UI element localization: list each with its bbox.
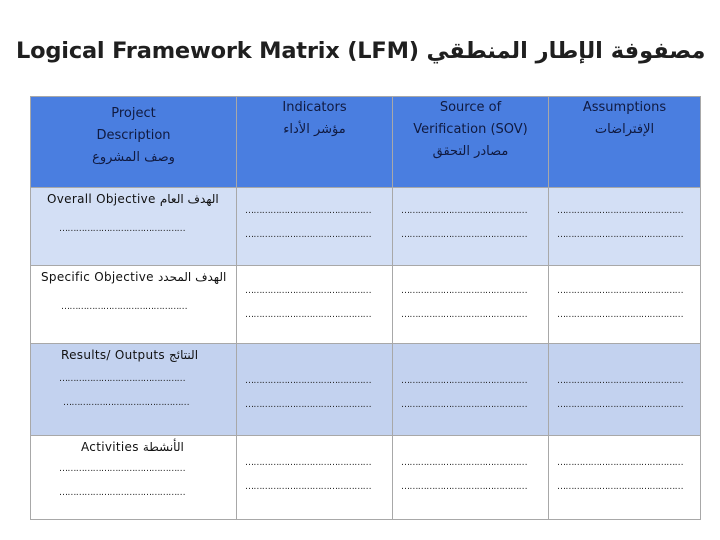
sov-cell [393, 188, 549, 266]
dotted-line: ……………………………………… [245, 376, 372, 386]
dotted-line: ……………………………………… [63, 398, 190, 408]
indicator-cell [237, 436, 393, 520]
header-line: مصادر التحقق [432, 144, 509, 159]
header-line: Verification (SOV) [413, 122, 528, 137]
assumption-cell [549, 188, 701, 266]
sov-cell [393, 436, 549, 520]
assumption-cell [549, 436, 701, 520]
dotted-line: ……………………………………… [557, 206, 684, 216]
dotted-line: ……………………………………… [245, 458, 372, 468]
header-row [31, 97, 701, 188]
assumption-cell [549, 344, 701, 436]
desc-cell [31, 436, 237, 520]
dotted-line: ……………………………………… [245, 310, 372, 320]
row-label: Activities الأنشطة [81, 440, 184, 454]
dotted-line: ……………………………………… [401, 482, 528, 492]
header-line: وصف المشروع [92, 150, 175, 165]
dotted-line: ……………………………………… [61, 302, 188, 312]
dotted-line: ……………………………………… [557, 482, 684, 492]
slide-title [16, 38, 716, 64]
sov-cell [393, 266, 549, 344]
header-line: مؤشر الأداء [283, 122, 346, 137]
table-row-results-outputs [31, 344, 701, 436]
table-row-specific-objective [31, 266, 701, 344]
dotted-line: ……………………………………… [557, 458, 684, 468]
header-line: Indicators [282, 100, 347, 115]
desc-cell [31, 344, 237, 436]
dotted-line: ……………………………………… [59, 488, 186, 498]
dotted-line: ……………………………………… [401, 400, 528, 410]
dotted-line: ……………………………………… [401, 376, 528, 386]
dotted-line: ……………………………………… [245, 482, 372, 492]
lfm-table [30, 96, 701, 520]
dotted-line: ……………………………………… [401, 206, 528, 216]
desc-cell [31, 188, 237, 266]
dotted-line: ……………………………………… [557, 400, 684, 410]
header-line: Source of [439, 100, 502, 115]
dotted-line: ……………………………………… [245, 400, 372, 410]
indicator-cell [237, 344, 393, 436]
dotted-line: ……………………………………… [557, 310, 684, 320]
dotted-line: ……………………………………… [557, 286, 684, 296]
dotted-line: ……………………………………… [245, 230, 372, 240]
header-project-description [31, 97, 237, 188]
dotted-line: ……………………………………… [245, 286, 372, 296]
desc-cell [31, 266, 237, 344]
row-label: Overall Objective الهدف العام [47, 192, 219, 206]
table-row-activities [31, 436, 701, 520]
dotted-line: ……………………………………… [401, 458, 528, 468]
header-source-of-verification [393, 97, 549, 188]
indicator-cell [237, 266, 393, 344]
header-line: Assumptions [582, 100, 667, 115]
row-label: Results/ Outputs النتائج [61, 348, 199, 362]
dotted-line: ……………………………………… [401, 230, 528, 240]
dotted-line: ……………………………………… [59, 374, 186, 384]
dotted-line: ……………………………………… [401, 310, 528, 320]
dotted-line: ……………………………………… [557, 376, 684, 386]
dotted-line: ……………………………………… [245, 206, 372, 216]
sov-cell [393, 344, 549, 436]
header-line: الإفتراضات [594, 122, 655, 137]
dotted-line: ……………………………………… [59, 464, 186, 474]
header-line: Project [111, 106, 156, 121]
dotted-line: ……………………………………… [59, 224, 186, 234]
title-english: Logical Framework Matrix (LFM) [16, 38, 419, 64]
table-row-overall-objective [31, 188, 701, 266]
assumption-cell [549, 266, 701, 344]
indicator-cell [237, 188, 393, 266]
dotted-line: ……………………………………… [557, 230, 684, 240]
header-assumptions [549, 97, 701, 188]
dotted-line: ……………………………………… [401, 286, 528, 296]
header-indicators [237, 97, 393, 188]
title-arabic: مصفوفة الإطار المنطقي [426, 38, 706, 64]
header-line: Description [96, 128, 171, 143]
row-label: Specific Objective الهدف المحدد [41, 270, 227, 284]
